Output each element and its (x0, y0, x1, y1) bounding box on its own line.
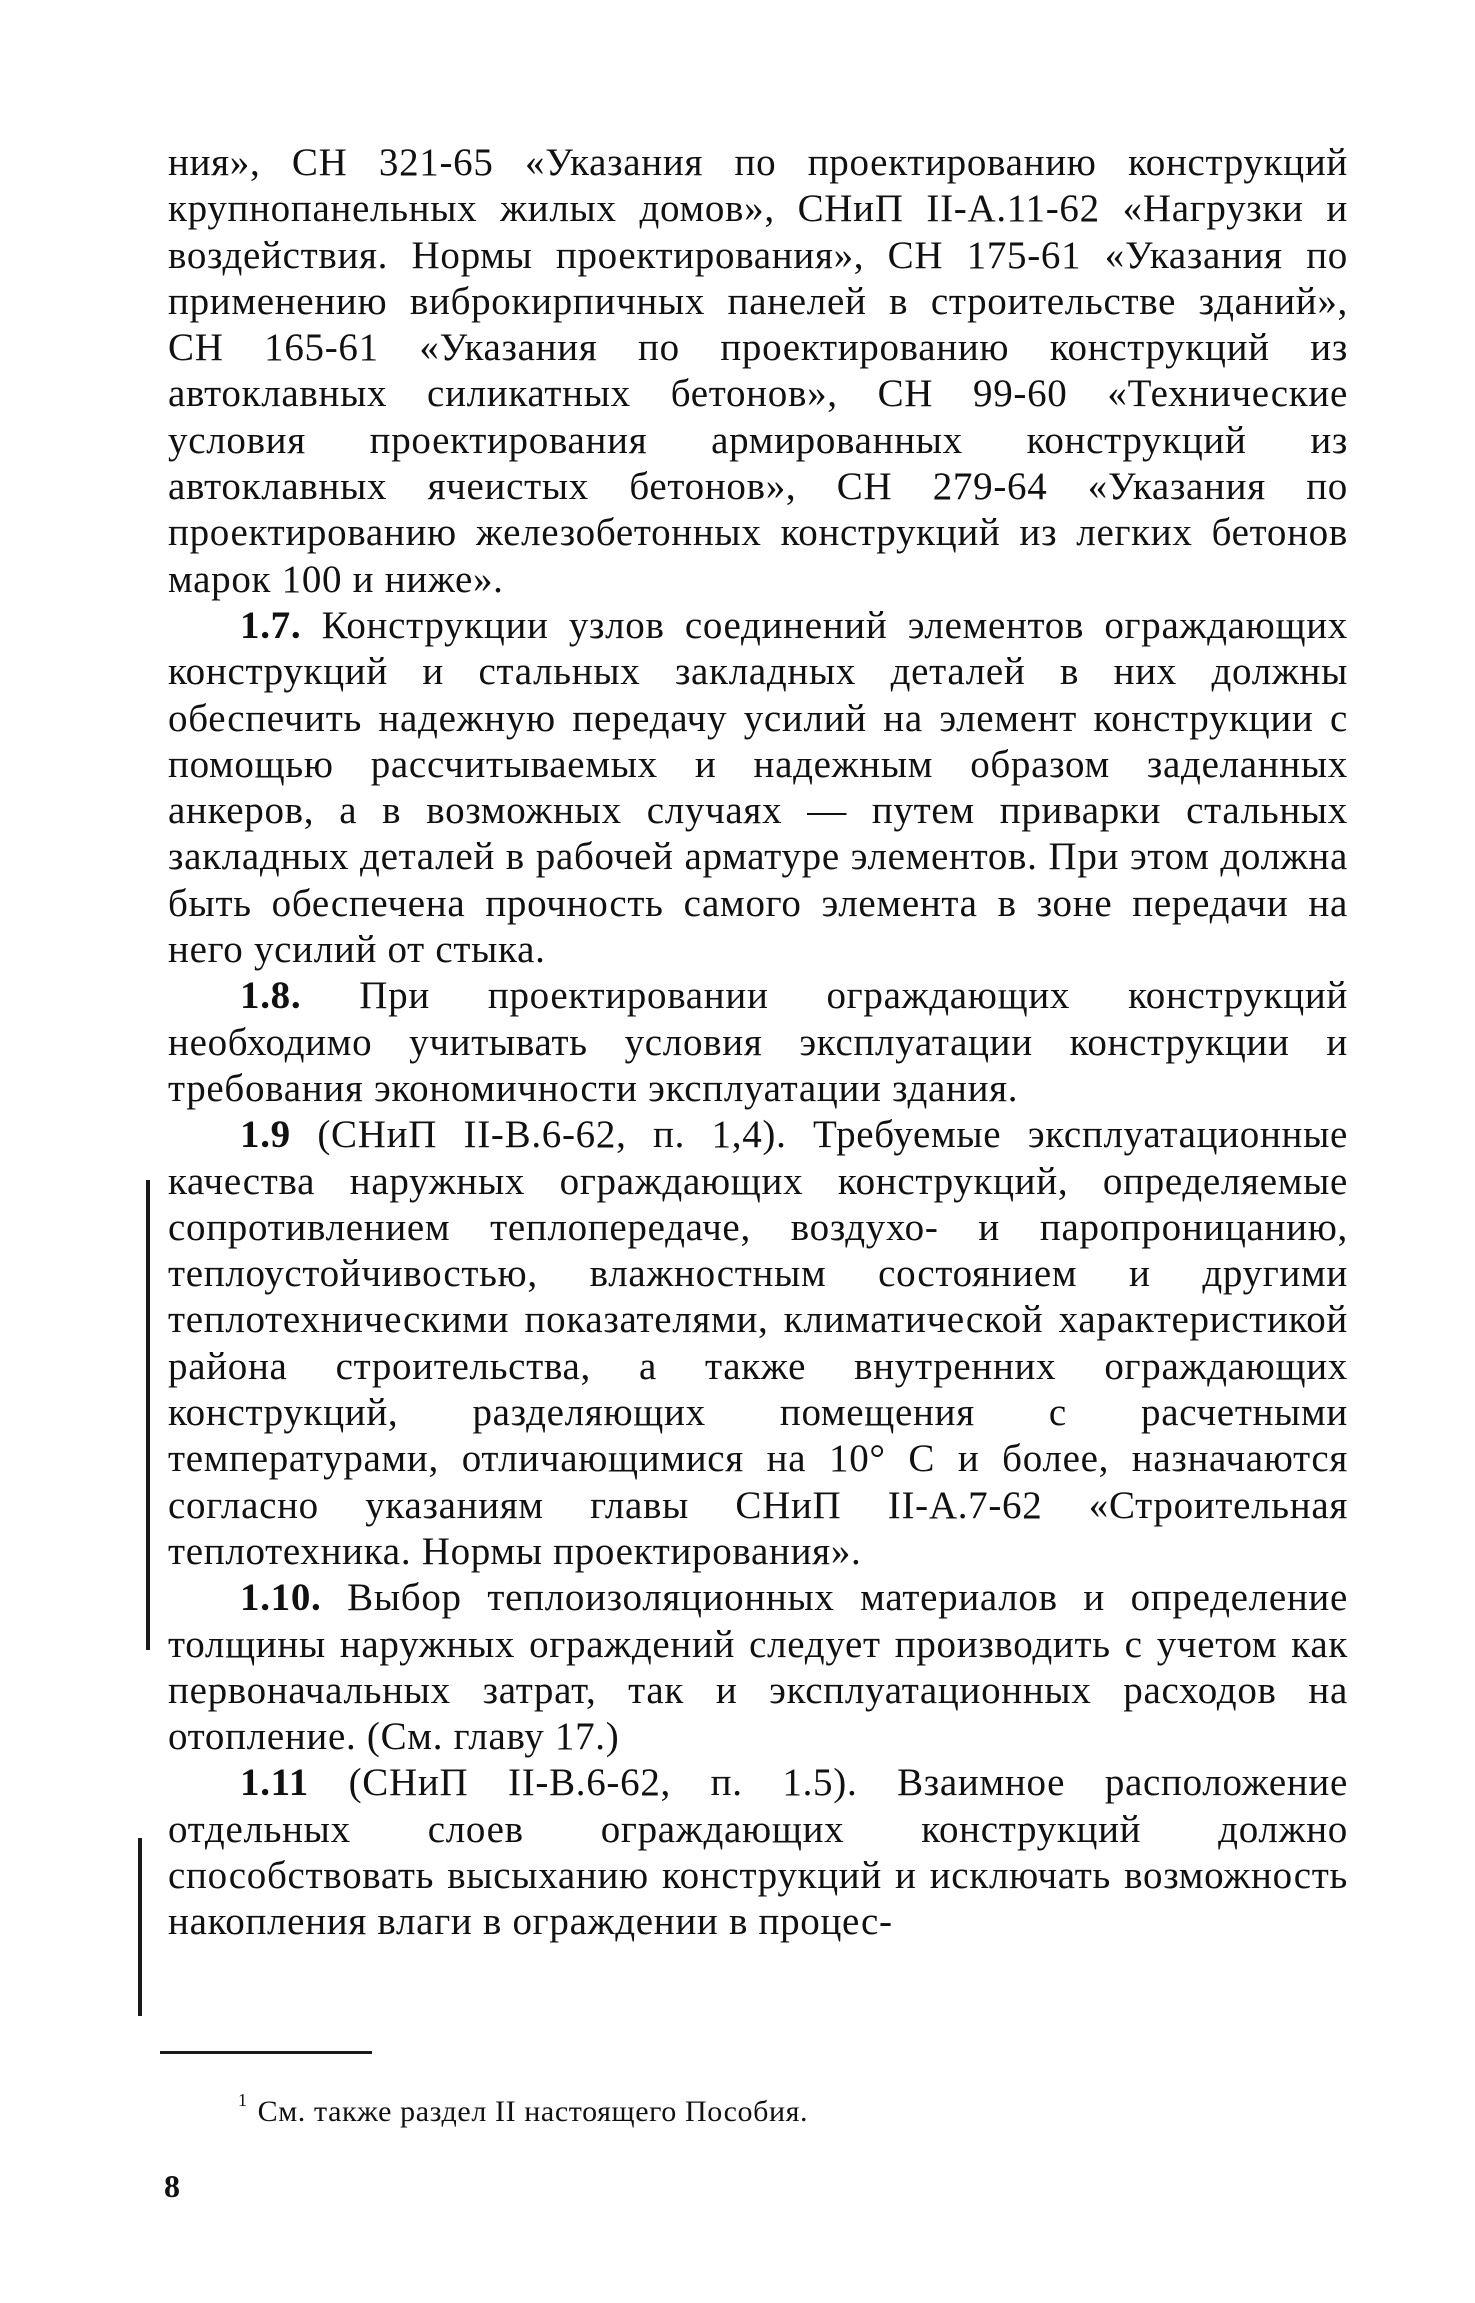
paragraph-text: (СНиП II-В.6-62, п. 1,4). Требуемые эксплуатационные качества наружных ограждающих конструкций, определяемые сопротивлением теплопередаче, воздухо- и паропроницанию, теплоустойчивостью, влажностным состоянием и другими теплотехническими показателями, климатической характеристикой района строительства, а также внутренних ограждающих конструкций, разделяющих помещения с расчетными температурами, отличающимися на 10° С и более, назначаются согласно указаниям главы СНиП II-А.7-62 «Строительная теплотехника. Нормы проектирования». (168, 1113, 1348, 1573)
body-text (168, 140, 1348, 1946)
paragraph-text: Конструкции узлов соединений элементов ограждающих конструкций и стальных закладных деталей в них должны обеспечить надежную передачу усилий на элемент конструкции с помощью рассчитываемых и надежным образом заделанных анкеров, а в возможных случаях — путем приварки стальных закладных деталей в рабочей арматуре элементов. При этом должна быть обеспечена прочность самого элемента в зоне передачи на него усилий от стыка. (168, 603, 1348, 972)
paragraph-1-11 (168, 1760, 1348, 1945)
footnote-divider (160, 2051, 372, 2054)
footnote-marker: 1 (238, 2090, 248, 2110)
paragraph-text: Выбор теплоизоляционных материалов и определение толщины наружных ограждений следует производить с учетом как первоначальных затрат, так и эксплуатационных расходов на отопление. (См. главу 17.) (168, 1576, 1348, 1759)
paragraph-continuation (168, 140, 1348, 603)
paragraph-text: (СНиП II-В.6-62, п. 1.5). Взаимное расположение отдельных слоев ограждающих конструкций должно способствовать высыханию конструкций и исключать возможность накопления влаги в ограждении в процес- (168, 1761, 1348, 1944)
paragraph-1-10 (168, 1575, 1348, 1760)
paragraph-number: 1.7. (240, 603, 302, 647)
footnote-text: См. также раздел II настоящего Пособия. (257, 2095, 809, 2128)
footnote (238, 2086, 808, 2130)
paragraph-number: 1.9 (240, 1113, 291, 1157)
paragraph-1-9 (168, 1112, 1348, 1575)
page-number: 8 (164, 2168, 180, 2204)
paragraph-text: При проектировании ограждающих конструкций необходимо учитывать условия эксплуатации конструкции и требования экономичности эксплуатации здания. (168, 974, 1348, 1110)
paragraph-1-8 (168, 973, 1348, 1112)
paragraph-text: ния», СН 321-65 «Указания по проектированию конструкций крупнопанельных жилых домов», СНиП II-А.11-62 «Нагрузки и воздействия. Нормы проектирования», СН 175-61 «Указания по применению виброкирпичных панелей в строительстве зданий», СН 165-61 «Указания по проектированию конструкций из автоклавных силикатных бетонов», СН 99-60 «Технические условия проектирования армированных конструкций из автоклавных ячеистых бетонов», СН 279-64 «Указания по проектированию железобетонных конструкций из легких бетонов марок 100 и ниже». (168, 141, 1348, 601)
paragraph-number: 1.10. (240, 1576, 322, 1620)
margin-change-bar (146, 1180, 150, 1650)
paragraph-1-7 (168, 603, 1348, 973)
margin-change-bar (138, 1838, 142, 2016)
paragraph-number: 1.11 (240, 1761, 309, 1805)
paragraph-number: 1.8. (240, 974, 302, 1018)
